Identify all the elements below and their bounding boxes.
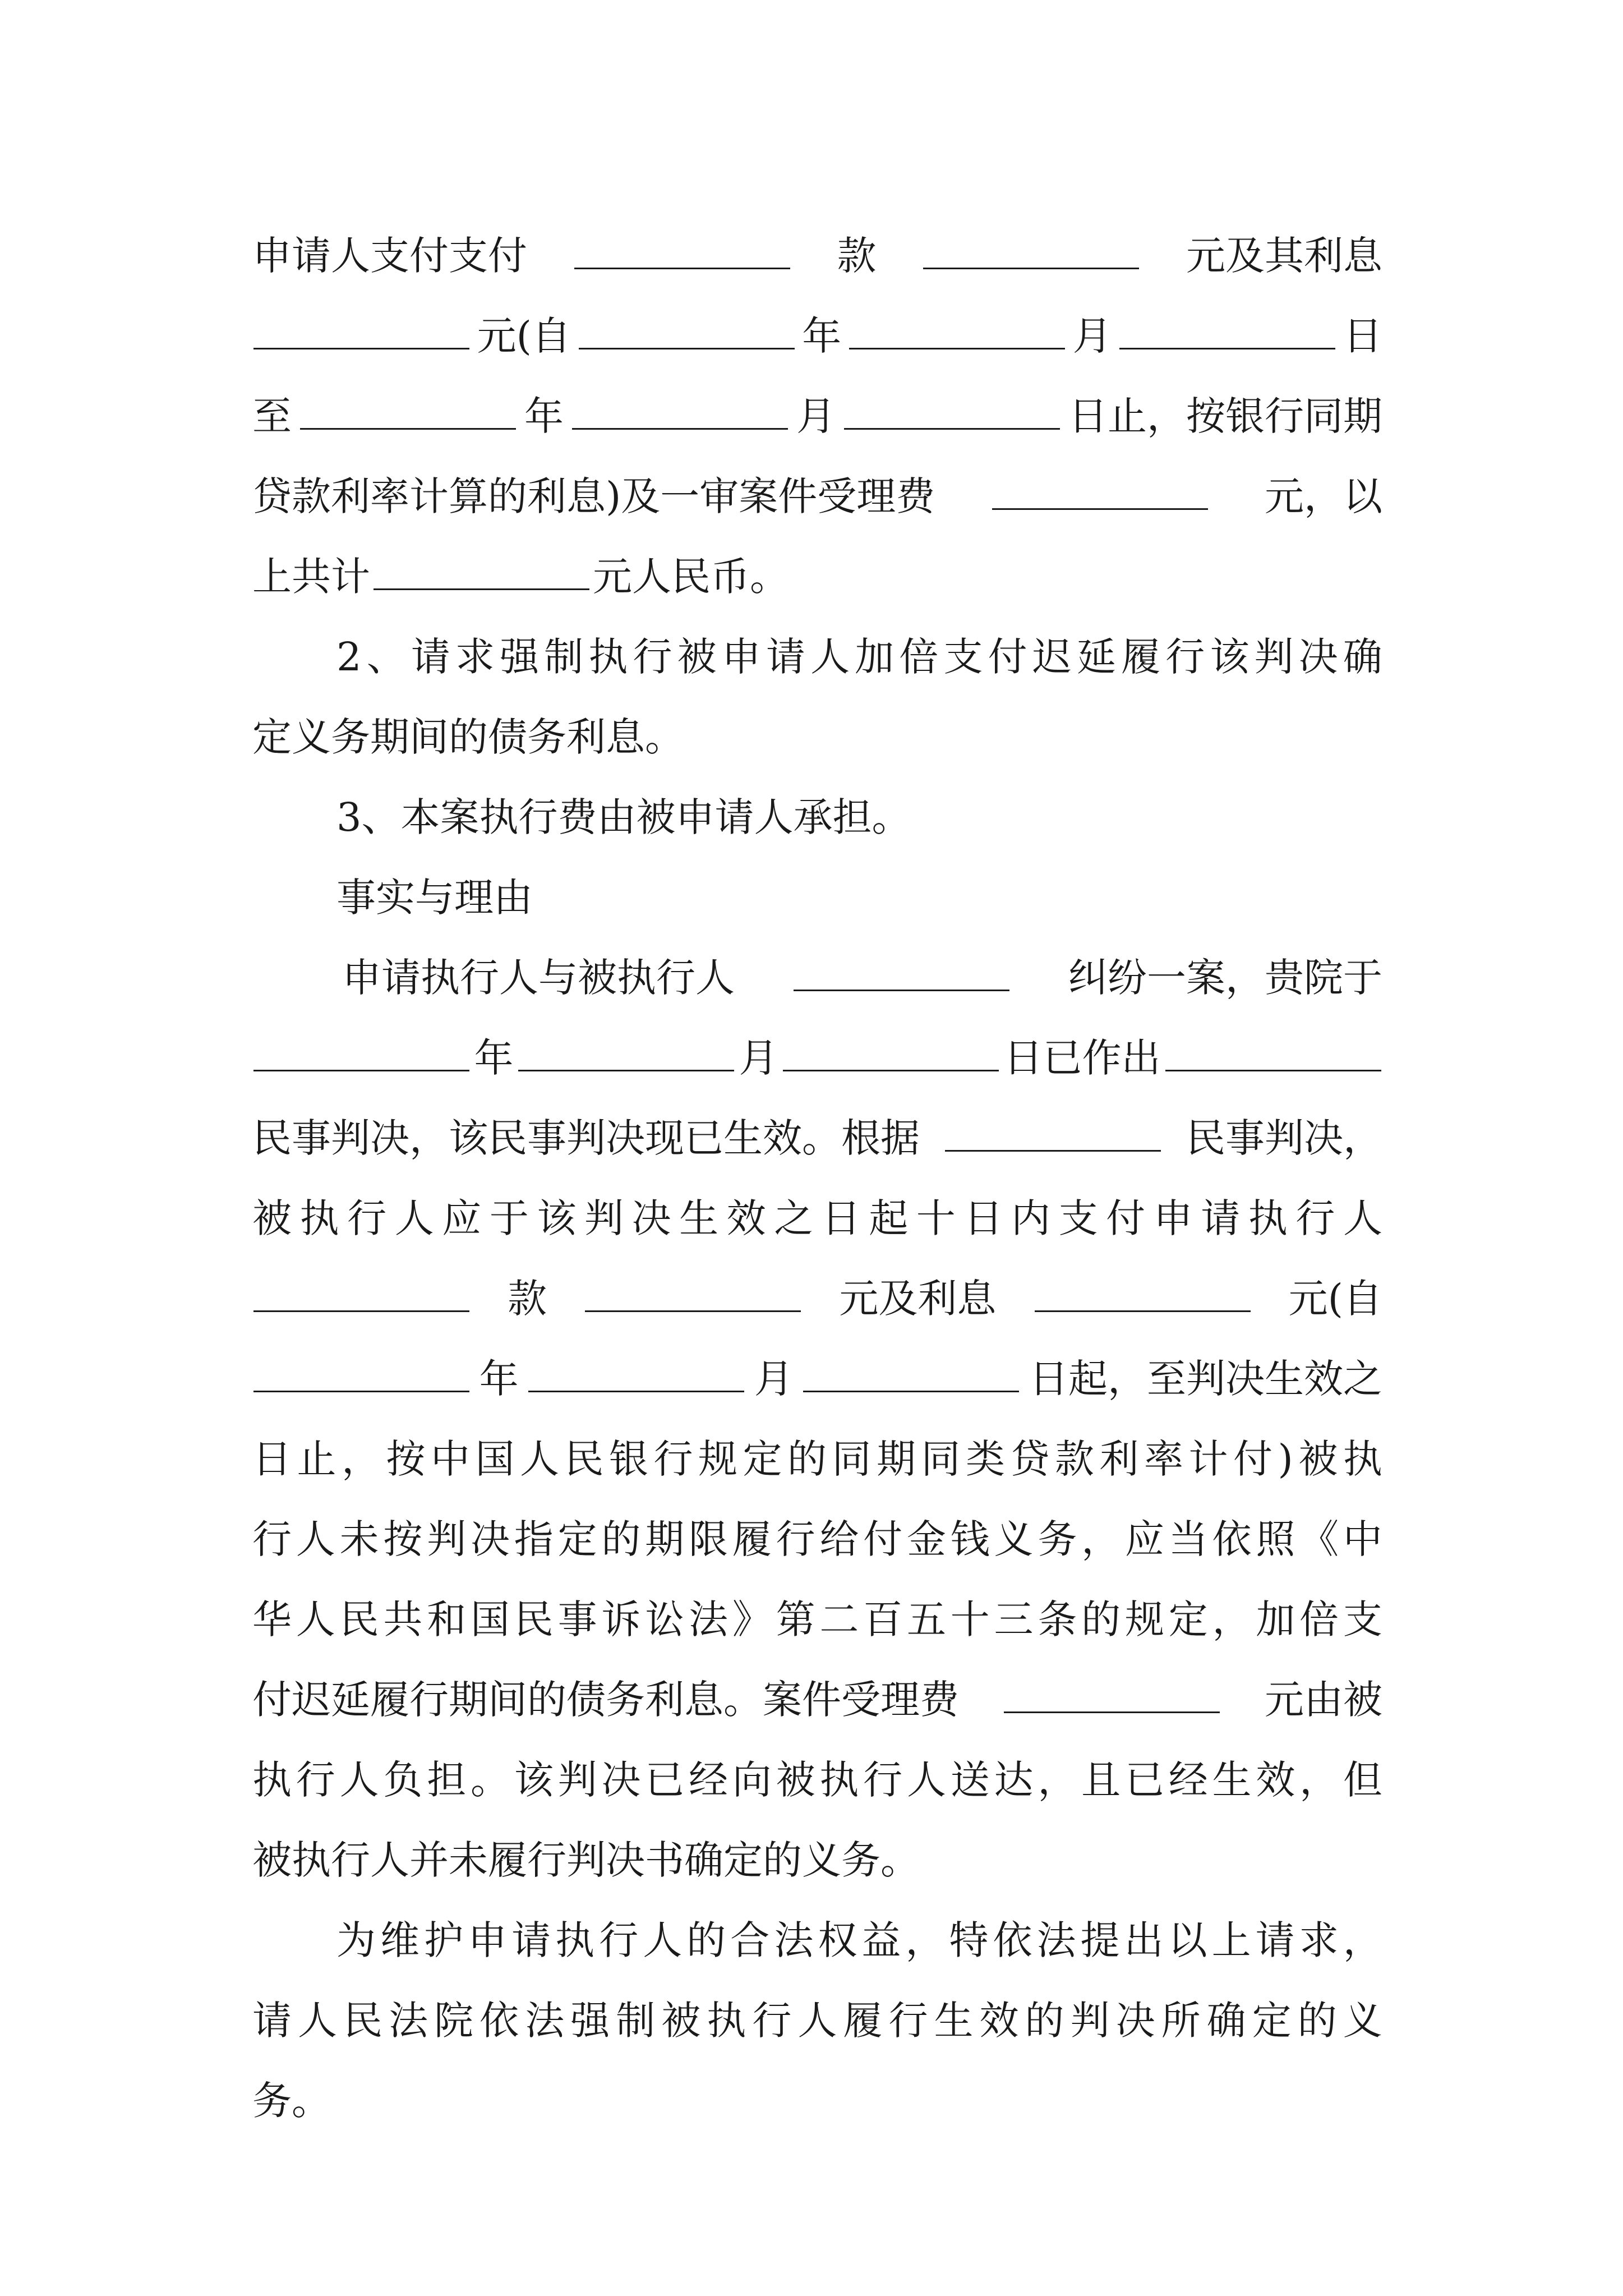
text-char: 担 bbox=[427, 1757, 467, 1803]
text-char: 判 bbox=[557, 1757, 597, 1803]
text-segment: 日 bbox=[1343, 313, 1382, 359]
text-char: 行 bbox=[863, 1757, 903, 1803]
text-char: 法 bbox=[389, 1998, 428, 2044]
text-char: 华 bbox=[252, 1596, 292, 1642]
text-line bbox=[252, 1259, 1382, 1339]
text-char: 行 bbox=[888, 1998, 928, 2044]
text-char: 第 bbox=[776, 1596, 815, 1642]
text-char: 执 bbox=[707, 1998, 746, 2044]
text-char: 付 bbox=[863, 1516, 903, 1562]
text-char: 银 bbox=[609, 1436, 648, 1482]
text-segment: 年 bbox=[802, 313, 842, 359]
text-segment: 务。 bbox=[252, 2078, 331, 2124]
text-char: 为 bbox=[336, 1917, 376, 1963]
text-char: 、 bbox=[366, 634, 406, 680]
text-char: 判 bbox=[584, 1195, 624, 1241]
text-char: 国 bbox=[475, 1436, 515, 1482]
text-char: 益 bbox=[861, 1917, 901, 1963]
text-char: 请 bbox=[411, 634, 450, 680]
text-char: 强 bbox=[500, 634, 540, 680]
text-line bbox=[252, 1820, 1382, 1901]
text-char: 被 bbox=[1298, 1436, 1338, 1482]
text-char: 决 bbox=[470, 1516, 510, 1562]
text-char: 强 bbox=[570, 1998, 610, 2044]
text-char: 定 bbox=[743, 1436, 782, 1482]
text-char: 给 bbox=[819, 1516, 859, 1562]
text-char: 执 bbox=[1248, 1195, 1288, 1241]
text-char: 院 bbox=[434, 1998, 474, 2044]
fill-blank bbox=[803, 1356, 1019, 1392]
text-char: 执 bbox=[819, 1757, 859, 1803]
text-char: 行 bbox=[633, 634, 672, 680]
fill-blank bbox=[923, 233, 1139, 269]
text-char: 判 bbox=[427, 1516, 467, 1562]
fill-blank bbox=[945, 1115, 1161, 1152]
text-char: 中 bbox=[1343, 1516, 1382, 1562]
fill-blank bbox=[572, 393, 788, 430]
text-char: 被 bbox=[661, 1998, 701, 2044]
text-char: 求 bbox=[455, 634, 495, 680]
text-char: 决 bbox=[631, 1195, 671, 1241]
fill-blank bbox=[374, 554, 589, 590]
text-char: 付 bbox=[988, 634, 1027, 680]
text-char: 务 bbox=[1038, 1516, 1077, 1562]
fill-blank bbox=[253, 1035, 469, 1071]
text-char: 效 bbox=[979, 1998, 1019, 2044]
text-line bbox=[252, 1660, 1382, 1740]
fill-blank bbox=[253, 1276, 469, 1312]
text-char: 于 bbox=[489, 1195, 529, 1241]
text-char: 人 bbox=[296, 1516, 335, 1562]
text-char: 行 bbox=[252, 1516, 292, 1562]
fill-blank bbox=[253, 313, 469, 349]
fill-blank bbox=[783, 1035, 999, 1071]
text-segment: 3、本案执行费由被申请人承担。 bbox=[336, 794, 911, 840]
fill-blank bbox=[579, 313, 795, 349]
text-char: 三 bbox=[994, 1596, 1034, 1642]
text-segment: 元人民币。 bbox=[593, 554, 789, 600]
text-line bbox=[252, 216, 1382, 296]
text-segment: 元(自 bbox=[1288, 1276, 1382, 1322]
text-char: 请 bbox=[1255, 1917, 1295, 1963]
text-segment: 申请执行人与被执行人 bbox=[342, 955, 735, 1001]
text-char: 十 bbox=[950, 1596, 990, 1642]
text-line bbox=[252, 617, 1382, 697]
text-char: 依 bbox=[479, 1998, 519, 2044]
text-char: 依 bbox=[1212, 1516, 1252, 1562]
text-char: 日 bbox=[821, 1195, 861, 1241]
text-char: 付 bbox=[1233, 1436, 1272, 1482]
text-char: 同 bbox=[921, 1436, 961, 1482]
text-char: 的 bbox=[1025, 1998, 1064, 2044]
text-segment: 月 bbox=[1072, 313, 1112, 359]
text-char: 经 bbox=[1168, 1757, 1208, 1803]
text-char: 民 bbox=[514, 1596, 554, 1642]
fill-blank bbox=[1165, 1035, 1381, 1071]
text-char: 行 bbox=[776, 1516, 815, 1562]
text-char: 人 bbox=[296, 1596, 335, 1642]
text-segment: 元(自 bbox=[477, 313, 571, 359]
text-char: 送 bbox=[950, 1757, 990, 1803]
text-char: 指 bbox=[514, 1516, 554, 1562]
text-char: 付 bbox=[1106, 1195, 1146, 1241]
text-segment: 定义务期间的债务利息。 bbox=[252, 714, 684, 760]
text-char: 支 bbox=[1343, 1596, 1382, 1642]
text-char: 行 bbox=[347, 1195, 387, 1241]
text-char: 确 bbox=[1206, 1998, 1246, 2044]
text-char: 人 bbox=[906, 1757, 946, 1803]
text-char: 2 bbox=[336, 634, 362, 680]
text-char: 权 bbox=[818, 1917, 857, 1963]
text-char: 效 bbox=[726, 1195, 766, 1241]
text-line bbox=[252, 1419, 1382, 1499]
text-char: 类 bbox=[966, 1436, 1005, 1482]
text-char: 诉 bbox=[601, 1596, 641, 1642]
text-segment: 民事判决，该民事判决现已生效。根据 bbox=[252, 1115, 920, 1161]
text-char: 限 bbox=[688, 1516, 728, 1562]
text-char: 已 bbox=[645, 1757, 685, 1803]
text-char: 人 bbox=[520, 1436, 559, 1482]
text-line bbox=[252, 1580, 1382, 1660]
text-char: 生 bbox=[1212, 1757, 1252, 1803]
text-char: 钱 bbox=[950, 1516, 990, 1562]
text-segment: 元，以 bbox=[1265, 473, 1382, 519]
text-char: 人 bbox=[1343, 1195, 1382, 1241]
text-line bbox=[252, 1018, 1382, 1098]
text-char: 该 bbox=[1210, 634, 1249, 680]
text-char: 国 bbox=[470, 1596, 510, 1642]
fill-blank bbox=[992, 473, 1208, 510]
text-char: 申 bbox=[1153, 1195, 1193, 1241]
text-char: 的 bbox=[1081, 1596, 1121, 1642]
text-char: 和 bbox=[427, 1596, 467, 1642]
text-char: 但 bbox=[1343, 1757, 1382, 1803]
fill-blank bbox=[794, 955, 1009, 991]
text-char: 行 bbox=[1295, 1195, 1335, 1241]
text-line bbox=[252, 537, 1382, 617]
text-line bbox=[252, 938, 1382, 1018]
text-char: 》 bbox=[732, 1596, 772, 1642]
text-char: 确 bbox=[1343, 634, 1382, 680]
text-char: 判 bbox=[1070, 1998, 1110, 2044]
text-char: 请 bbox=[511, 1917, 551, 1963]
text-segment: 贷款利率计算的利息)及一审案件受理费 bbox=[252, 473, 935, 519]
text-char: 已 bbox=[1124, 1757, 1164, 1803]
text-char: 向 bbox=[732, 1757, 772, 1803]
text-char: 定 bbox=[557, 1516, 597, 1562]
text-char: 支 bbox=[943, 634, 983, 680]
text-char: 应 bbox=[1124, 1516, 1164, 1562]
text-char: 迟 bbox=[1032, 634, 1072, 680]
text-char: 判 bbox=[1254, 634, 1294, 680]
text-char: 五 bbox=[906, 1596, 946, 1642]
text-char: 日 bbox=[252, 1436, 292, 1482]
text-char: 被 bbox=[776, 1757, 815, 1803]
text-char: 义 bbox=[994, 1516, 1034, 1562]
fill-blank bbox=[253, 1356, 469, 1392]
text-char: 加 bbox=[1256, 1596, 1295, 1642]
text-char: 生 bbox=[679, 1195, 719, 1241]
text-char: 计 bbox=[1188, 1436, 1228, 1482]
text-char: 期 bbox=[645, 1516, 685, 1562]
heading-text: 事实与理由 bbox=[336, 875, 533, 921]
text-char: 执 bbox=[1343, 1436, 1382, 1482]
text-char: 十 bbox=[916, 1195, 956, 1241]
text-char: 经 bbox=[688, 1757, 728, 1803]
text-char: 法 bbox=[688, 1596, 728, 1642]
text-char: ， bbox=[905, 1917, 945, 1963]
text-char: ， bbox=[342, 1436, 381, 1482]
text-segment: 款 bbox=[508, 1276, 547, 1322]
text-line bbox=[252, 2061, 1382, 2141]
text-char: 决 bbox=[1115, 1998, 1155, 2044]
text-char: 行 bbox=[653, 1436, 693, 1482]
text-char: 率 bbox=[1144, 1436, 1183, 1482]
text-char: 提 bbox=[1080, 1917, 1120, 1963]
text-line bbox=[252, 1981, 1382, 2061]
text-char: 人 bbox=[643, 1917, 683, 1963]
text-char: 申 bbox=[468, 1917, 508, 1963]
text-char: 条 bbox=[1038, 1596, 1077, 1642]
text-segment: 年 bbox=[479, 1356, 519, 1402]
text-segment: 月 bbox=[796, 393, 836, 439]
text-char: 之 bbox=[774, 1195, 814, 1241]
text-char: 规 bbox=[698, 1436, 737, 1482]
text-char: 决 bbox=[1298, 634, 1338, 680]
text-char: 同 bbox=[832, 1436, 872, 1482]
text-char: 利 bbox=[1099, 1436, 1139, 1482]
text-char: 款 bbox=[1055, 1436, 1094, 1482]
text-char: 起 bbox=[869, 1195, 909, 1241]
text-char: 执 bbox=[299, 1195, 339, 1241]
text-char: 且 bbox=[1081, 1757, 1121, 1803]
text-char: ， bbox=[1212, 1596, 1252, 1642]
text-char: 履 bbox=[843, 1998, 883, 2044]
text-line bbox=[252, 296, 1382, 376]
text-segment: 日起，至判决生效之 bbox=[1029, 1356, 1382, 1402]
text-char: 维 bbox=[380, 1917, 420, 1963]
text-char: 执 bbox=[555, 1917, 595, 1963]
text-char: 的 bbox=[601, 1516, 641, 1562]
text-line bbox=[252, 697, 1382, 777]
text-line bbox=[252, 457, 1382, 537]
text-char: 申 bbox=[721, 634, 761, 680]
text-char: 二 bbox=[819, 1596, 859, 1642]
text-char: 照 bbox=[1256, 1516, 1295, 1562]
text-char: 内 bbox=[1011, 1195, 1050, 1241]
text-char: 负 bbox=[383, 1757, 423, 1803]
text-char: 按 bbox=[383, 1516, 423, 1562]
text-char: 法 bbox=[525, 1998, 565, 2044]
fill-blank bbox=[585, 1276, 801, 1312]
text-char: 贷 bbox=[1010, 1436, 1050, 1482]
text-line bbox=[252, 1740, 1382, 1820]
text-char: 制 bbox=[544, 634, 584, 680]
fill-blank bbox=[574, 233, 790, 269]
document-page bbox=[252, 216, 1382, 2141]
fill-blank bbox=[1004, 1677, 1220, 1713]
text-char: 法 bbox=[1036, 1917, 1076, 1963]
text-segment: 年 bbox=[524, 393, 564, 439]
text-line bbox=[252, 1901, 1382, 1981]
text-char: 法 bbox=[774, 1917, 814, 1963]
fill-blank bbox=[1119, 313, 1335, 349]
text-char: 的 bbox=[1297, 1998, 1337, 2044]
text-char: 未 bbox=[339, 1516, 379, 1562]
text-char: 行 bbox=[752, 1998, 792, 2044]
text-char: 以 bbox=[1168, 1917, 1207, 1963]
text-char: 行 bbox=[1165, 634, 1205, 680]
text-char: 定 bbox=[1168, 1596, 1208, 1642]
text-char: 该 bbox=[537, 1195, 577, 1241]
text-char: 讼 bbox=[645, 1596, 685, 1642]
text-segment: 至 bbox=[252, 393, 292, 439]
text-char: ) bbox=[1278, 1436, 1293, 1482]
text-char: 上 bbox=[1211, 1917, 1251, 1963]
text-char: 义 bbox=[1343, 1998, 1382, 2044]
text-line bbox=[252, 376, 1382, 457]
text-char: 行 bbox=[296, 1757, 335, 1803]
text-char: 民 bbox=[564, 1436, 604, 1482]
text-segment: 付迟延履行期间的债务利息。案件受理费 bbox=[252, 1677, 959, 1723]
text-char: 《 bbox=[1299, 1516, 1339, 1562]
text-segment: 元及其利息 bbox=[1186, 233, 1382, 279]
text-line bbox=[252, 1499, 1382, 1580]
text-char: 效 bbox=[1256, 1757, 1295, 1803]
text-segment: 款 bbox=[837, 233, 877, 279]
text-char: 中 bbox=[431, 1436, 470, 1482]
text-segment: 月 bbox=[739, 1035, 778, 1081]
text-char: 该 bbox=[514, 1757, 554, 1803]
text-char: 所 bbox=[1161, 1998, 1201, 2044]
text-char: 事 bbox=[557, 1596, 597, 1642]
text-char: 支 bbox=[1058, 1195, 1098, 1241]
fill-blank bbox=[528, 1356, 744, 1392]
text-char: 期 bbox=[877, 1436, 916, 1482]
text-char: 履 bbox=[732, 1516, 772, 1562]
text-segment: 年 bbox=[474, 1035, 514, 1081]
text-char: 合 bbox=[730, 1917, 770, 1963]
text-char: 人 bbox=[394, 1195, 434, 1241]
text-char: ， bbox=[1299, 1757, 1339, 1803]
text-line bbox=[252, 1179, 1382, 1259]
text-char: 金 bbox=[906, 1516, 946, 1562]
text-line bbox=[252, 777, 1382, 858]
text-char: 规 bbox=[1124, 1596, 1164, 1642]
text-char: 执 bbox=[252, 1757, 292, 1803]
text-segment: 申请人支付支付 bbox=[252, 233, 527, 279]
text-char: 。 bbox=[470, 1757, 510, 1803]
text-char: 人 bbox=[298, 1998, 338, 2044]
text-char: 倍 bbox=[1299, 1596, 1339, 1642]
text-line bbox=[252, 1339, 1382, 1419]
text-char: 人 bbox=[339, 1757, 379, 1803]
text-char: 人 bbox=[810, 634, 850, 680]
text-char: 生 bbox=[934, 1998, 974, 2044]
text-segment: 纠纷一案，贵院于 bbox=[1068, 955, 1382, 1001]
text-char: 人 bbox=[797, 1998, 837, 2044]
fill-blank bbox=[1035, 1276, 1251, 1312]
text-char: 的 bbox=[787, 1436, 827, 1482]
text-char: 被 bbox=[677, 634, 717, 680]
text-char: 请 bbox=[766, 634, 805, 680]
text-char: 执 bbox=[588, 634, 628, 680]
text-char: 加 bbox=[855, 634, 895, 680]
text-char: 日 bbox=[963, 1195, 1003, 1241]
text-segment: 元及利息 bbox=[839, 1276, 997, 1322]
text-char: 行 bbox=[599, 1917, 639, 1963]
text-char: 求 bbox=[1299, 1917, 1339, 1963]
text-char: 出 bbox=[1124, 1917, 1164, 1963]
text-char: 决 bbox=[601, 1757, 641, 1803]
text-segment: 月 bbox=[754, 1356, 794, 1402]
text-segment: 民事判决， bbox=[1186, 1115, 1382, 1161]
text-char: 延 bbox=[1076, 634, 1116, 680]
text-char: 百 bbox=[863, 1596, 903, 1642]
text-char: 应 bbox=[442, 1195, 482, 1241]
text-char: ， bbox=[1081, 1516, 1121, 1562]
text-segment: 日止，按银行同期 bbox=[1068, 393, 1382, 439]
text-char: 制 bbox=[616, 1998, 656, 2044]
text-char: 定 bbox=[1252, 1998, 1292, 2044]
text-char: 共 bbox=[383, 1596, 423, 1642]
text-char: 止 bbox=[297, 1436, 336, 1482]
text-char: 民 bbox=[343, 1998, 383, 2044]
section-heading bbox=[252, 858, 1382, 938]
fill-blank bbox=[844, 393, 1060, 430]
text-char: 特 bbox=[949, 1917, 989, 1963]
text-char: ， bbox=[1038, 1757, 1077, 1803]
text-char: 被 bbox=[252, 1195, 292, 1241]
fill-blank bbox=[300, 393, 516, 430]
text-char: 倍 bbox=[899, 634, 939, 680]
text-char: 请 bbox=[252, 1998, 292, 2044]
text-segment: 上共计 bbox=[252, 554, 370, 600]
text-char: 护 bbox=[424, 1917, 464, 1963]
fill-blank bbox=[849, 313, 1065, 349]
text-char: 请 bbox=[1201, 1195, 1241, 1241]
text-char: 按 bbox=[386, 1436, 426, 1482]
text-char: 依 bbox=[993, 1917, 1032, 1963]
text-char: 履 bbox=[1121, 634, 1161, 680]
text-segment: 日已作出 bbox=[1003, 1035, 1161, 1081]
text-segment: 被执行人并未履行判决书确定的义务。 bbox=[252, 1837, 920, 1883]
text-line bbox=[252, 1098, 1382, 1179]
text-char: 达 bbox=[994, 1757, 1034, 1803]
text-char: 的 bbox=[686, 1917, 726, 1963]
text-char: ， bbox=[1343, 1917, 1382, 1963]
text-char: 当 bbox=[1168, 1516, 1208, 1562]
fill-blank bbox=[518, 1035, 734, 1071]
text-segment: 元由被 bbox=[1265, 1677, 1382, 1723]
text-char: 民 bbox=[339, 1596, 379, 1642]
